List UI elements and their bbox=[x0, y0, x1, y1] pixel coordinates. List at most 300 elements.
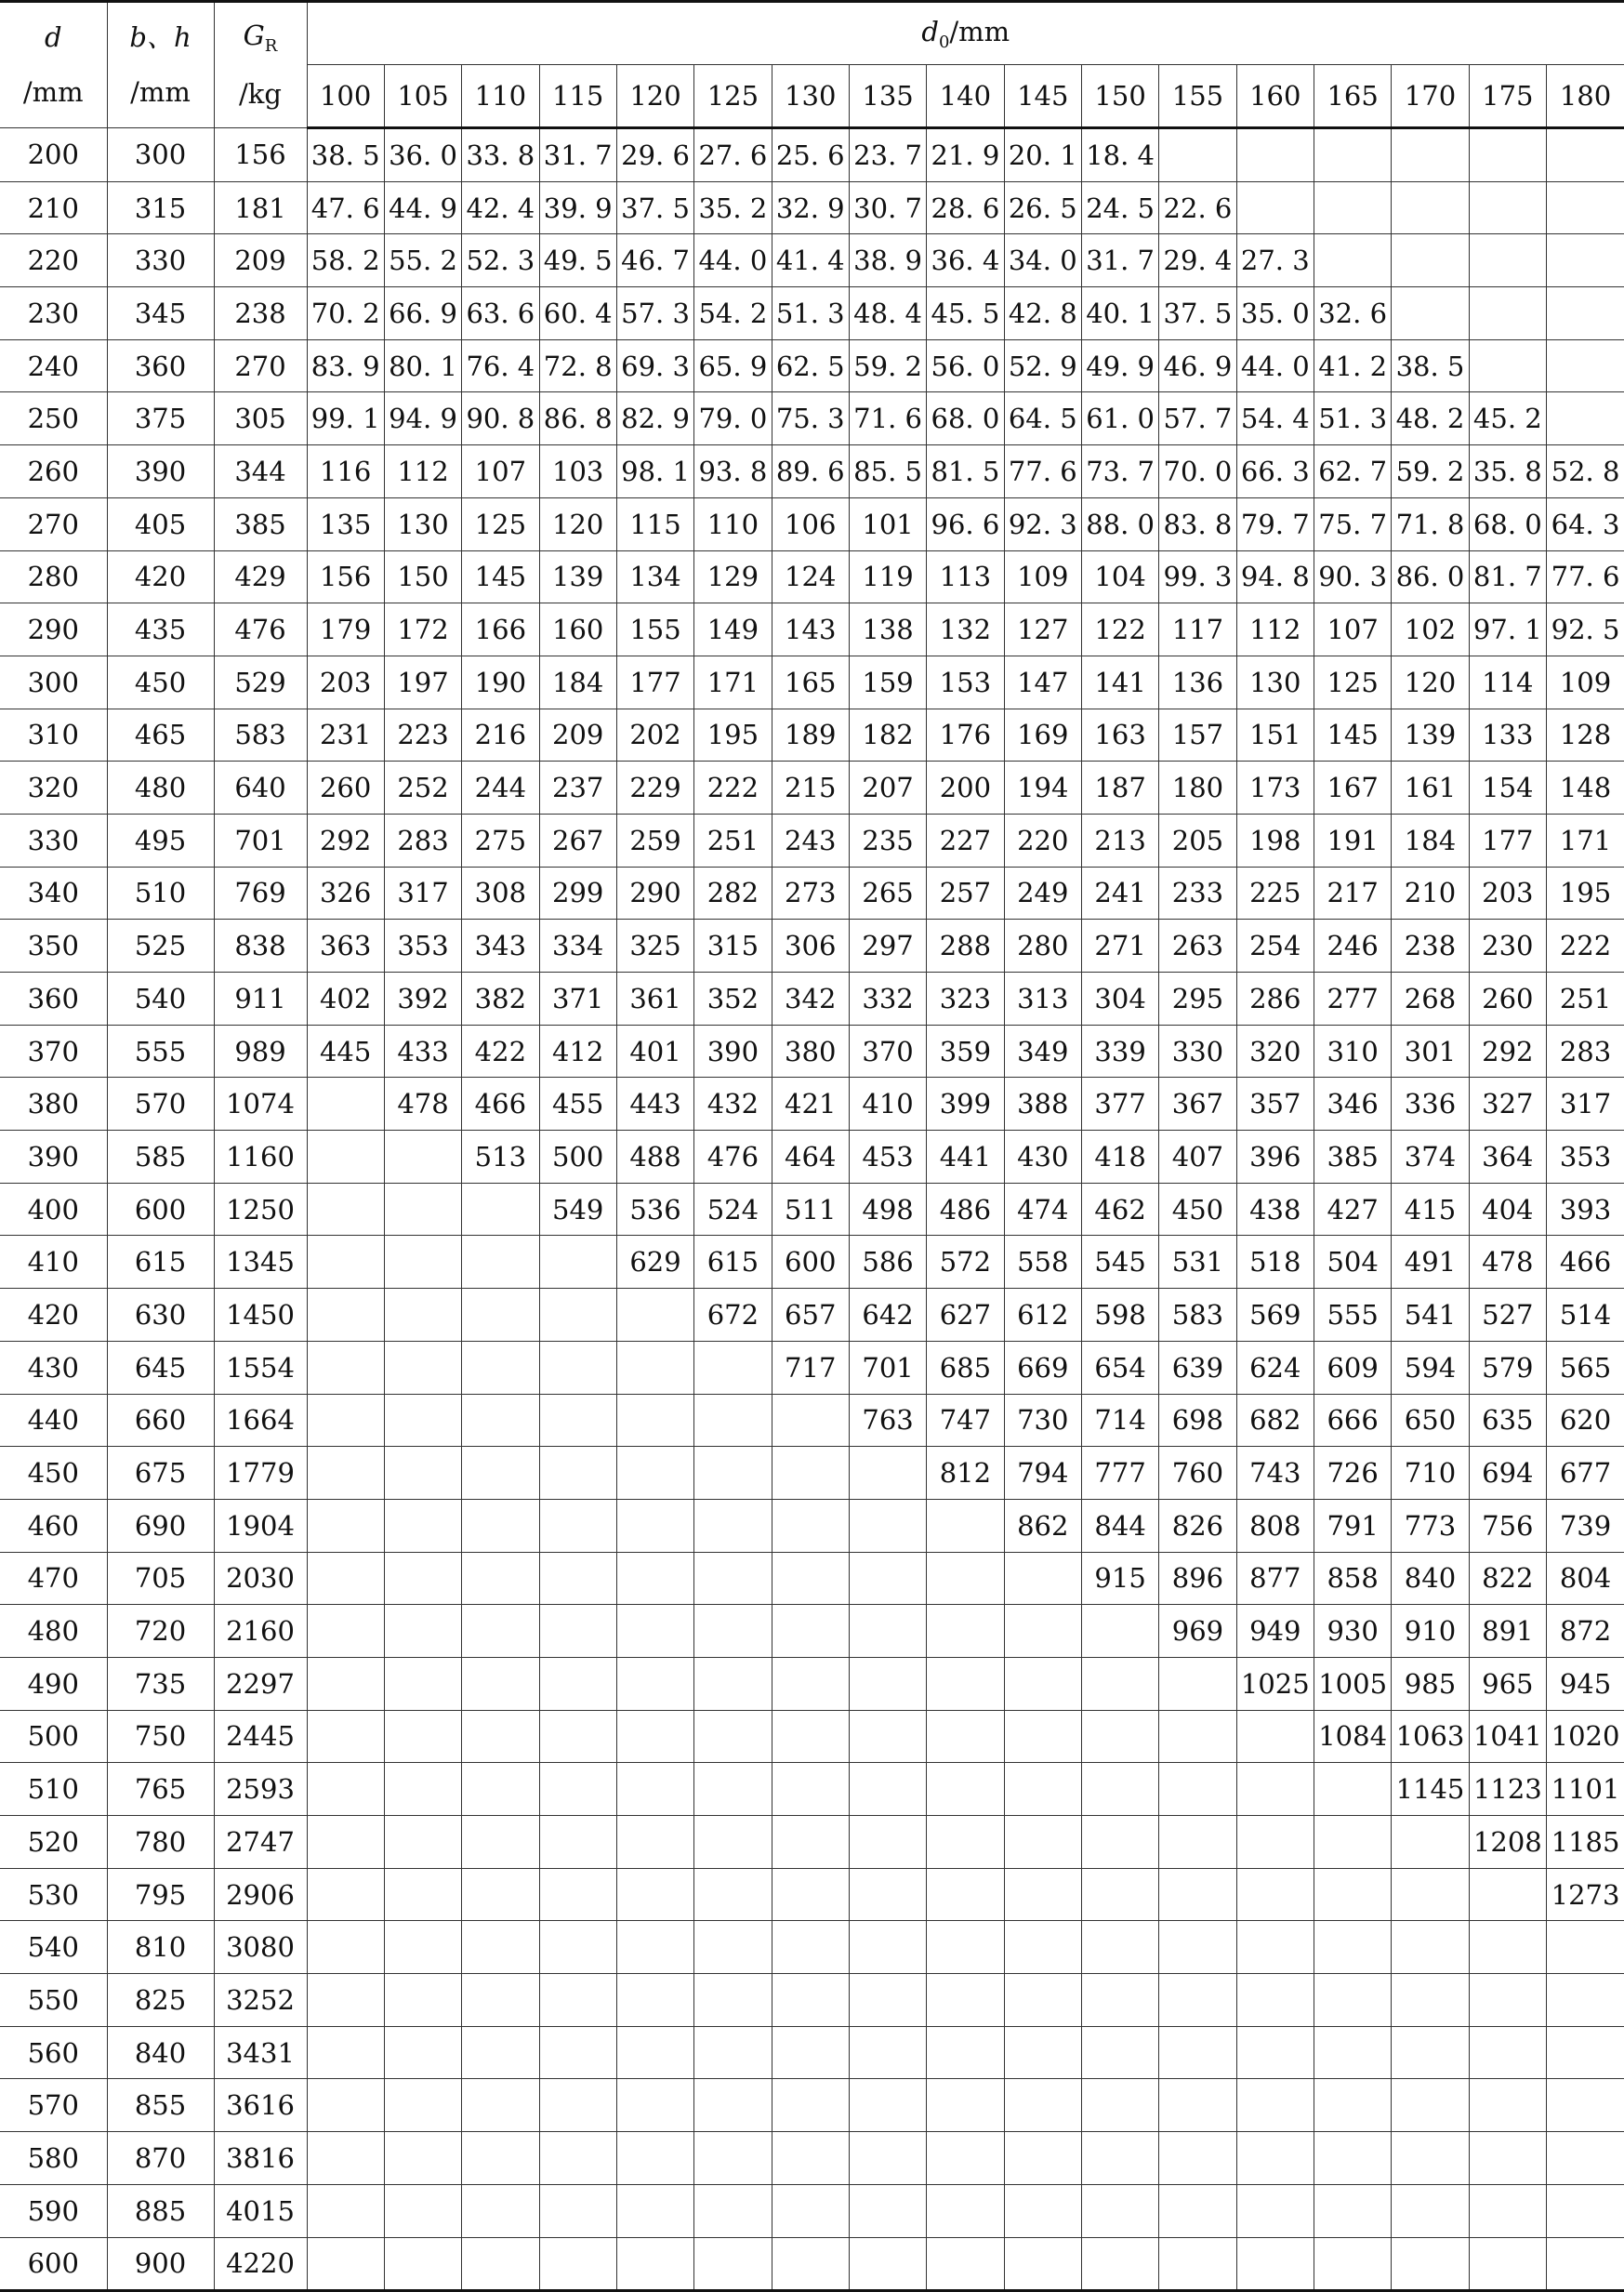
cell-gr: 4220 bbox=[214, 2237, 307, 2291]
cell-d: 310 bbox=[0, 709, 107, 762]
cell-value: 190 bbox=[462, 656, 539, 709]
cell-value: 339 bbox=[1081, 1025, 1158, 1078]
cell-value: 701 bbox=[849, 1341, 926, 1394]
cell-value bbox=[384, 2079, 461, 2132]
cell-d: 590 bbox=[0, 2184, 107, 2237]
cell-value bbox=[849, 1816, 926, 1869]
cell-value: 390 bbox=[694, 1025, 772, 1078]
cell-value: 453 bbox=[849, 1131, 926, 1184]
cell-value bbox=[927, 1657, 1004, 1710]
cell-value: 363 bbox=[307, 920, 384, 973]
cell-value: 79. 0 bbox=[694, 392, 772, 445]
cell-value: 80. 1 bbox=[384, 339, 461, 392]
cell-value: 466 bbox=[462, 1078, 539, 1131]
header-d0 bbox=[307, 2, 1624, 65]
cell-value: 59. 2 bbox=[1392, 445, 1469, 498]
table-row bbox=[0, 1341, 1624, 1394]
cell-gr: 2593 bbox=[214, 1763, 307, 1816]
table-row bbox=[0, 392, 1624, 445]
cell-value: 486 bbox=[927, 1183, 1004, 1236]
cell-value: 42. 8 bbox=[1004, 287, 1081, 340]
cell-value bbox=[772, 1868, 849, 1921]
cell-value: 710 bbox=[1392, 1447, 1469, 1500]
cell-value: 36. 4 bbox=[927, 234, 1004, 287]
cell-value bbox=[462, 1341, 539, 1394]
cell-gr: 305 bbox=[214, 392, 307, 445]
cell-value bbox=[384, 1657, 461, 1710]
cell-value: 90. 8 bbox=[462, 392, 539, 445]
cell-value: 61. 0 bbox=[1081, 392, 1158, 445]
cell-value bbox=[694, 1552, 772, 1605]
cell-value bbox=[1236, 181, 1314, 234]
cell-value bbox=[1159, 1921, 1236, 1974]
cell-gr: 701 bbox=[214, 814, 307, 867]
cell-value: 149 bbox=[694, 603, 772, 656]
cell-value bbox=[384, 1394, 461, 1447]
cell-value: 791 bbox=[1314, 1499, 1391, 1552]
cell-value: 332 bbox=[849, 973, 926, 1026]
cell-value: 55. 2 bbox=[384, 234, 461, 287]
cell-value: 150 bbox=[384, 550, 461, 603]
cell-value: 102 bbox=[1392, 603, 1469, 656]
cell-value bbox=[849, 1499, 926, 1552]
cell-d: 280 bbox=[0, 550, 107, 603]
cell-value bbox=[1314, 2026, 1391, 2079]
cell-value: 330 bbox=[1159, 1025, 1236, 1078]
cell-value bbox=[694, 1499, 772, 1552]
cell-value bbox=[1469, 1921, 1546, 1974]
cell-value: 41. 2 bbox=[1314, 339, 1391, 392]
cell-value bbox=[616, 1447, 693, 1500]
cell-bh: 540 bbox=[107, 973, 214, 1026]
cell-gr: 344 bbox=[214, 445, 307, 498]
cell-value: 666 bbox=[1314, 1394, 1391, 1447]
cell-gr: 1345 bbox=[214, 1236, 307, 1289]
cell-bh: 405 bbox=[107, 497, 214, 550]
cell-value: 31. 7 bbox=[539, 128, 616, 182]
table-row bbox=[0, 287, 1624, 340]
cell-value bbox=[927, 1868, 1004, 1921]
cell-value bbox=[539, 1657, 616, 1710]
cell-value: 112 bbox=[384, 445, 461, 498]
cell-value: 840 bbox=[1392, 1552, 1469, 1605]
cell-value bbox=[1547, 128, 1624, 182]
cell-value: 163 bbox=[1081, 709, 1158, 762]
table-row bbox=[0, 973, 1624, 1026]
cell-d: 450 bbox=[0, 1447, 107, 1500]
cell-value: 169 bbox=[1004, 709, 1081, 762]
cell-value bbox=[307, 1131, 384, 1184]
cell-value bbox=[539, 1341, 616, 1394]
cell-value: 349 bbox=[1004, 1025, 1081, 1078]
cell-value: 114 bbox=[1469, 656, 1546, 709]
cell-value bbox=[772, 1921, 849, 1974]
cell-value bbox=[694, 1868, 772, 1921]
cell-value bbox=[384, 2237, 461, 2291]
cell-bh: 375 bbox=[107, 392, 214, 445]
cell-value bbox=[849, 1974, 926, 2027]
cell-value: 205 bbox=[1159, 814, 1236, 867]
cell-value: 243 bbox=[772, 814, 849, 867]
cell-gr: 156 bbox=[214, 128, 307, 182]
cell-value bbox=[539, 1868, 616, 1921]
cell-value: 112 bbox=[1236, 603, 1314, 656]
cell-value: 41. 4 bbox=[772, 234, 849, 287]
cell-value: 254 bbox=[1236, 920, 1314, 973]
cell-value: 244 bbox=[462, 762, 539, 815]
cell-value: 57. 7 bbox=[1159, 392, 1236, 445]
cell-value bbox=[1547, 2026, 1624, 2079]
cell-value bbox=[1159, 2132, 1236, 2185]
cell-value bbox=[1004, 1552, 1081, 1605]
cell-d: 510 bbox=[0, 1763, 107, 1816]
table-row bbox=[0, 550, 1624, 603]
cell-d: 410 bbox=[0, 1236, 107, 1289]
cell-value: 500 bbox=[539, 1131, 616, 1184]
cell-value bbox=[694, 1816, 772, 1869]
cell-value: 235 bbox=[849, 814, 926, 867]
cell-bh: 345 bbox=[107, 287, 214, 340]
table-row bbox=[0, 2026, 1624, 2079]
cell-value: 1025 bbox=[1236, 1657, 1314, 1710]
cell-gr: 3080 bbox=[214, 1921, 307, 1974]
cell-value: 34. 0 bbox=[1004, 234, 1081, 287]
cell-value: 545 bbox=[1081, 1236, 1158, 1289]
table-row bbox=[0, 1921, 1624, 1974]
cell-value: 760 bbox=[1159, 1447, 1236, 1500]
cell-value bbox=[849, 1763, 926, 1816]
cell-value: 773 bbox=[1392, 1499, 1469, 1552]
cell-value: 252 bbox=[384, 762, 461, 815]
table-row bbox=[0, 445, 1624, 498]
cell-value: 125 bbox=[1314, 656, 1391, 709]
cell-d: 300 bbox=[0, 656, 107, 709]
cell-d: 200 bbox=[0, 128, 107, 182]
cell-value: 155 bbox=[616, 603, 693, 656]
cell-value bbox=[616, 2132, 693, 2185]
cell-value bbox=[1159, 128, 1236, 182]
cell-value: 107 bbox=[1314, 603, 1391, 656]
cell-value bbox=[616, 1868, 693, 1921]
cell-value bbox=[539, 2184, 616, 2237]
cell-value: 63. 6 bbox=[462, 287, 539, 340]
cell-value: 657 bbox=[772, 1289, 849, 1342]
cell-value bbox=[927, 2026, 1004, 2079]
cell-value: 81. 5 bbox=[927, 445, 1004, 498]
cell-value bbox=[1081, 1921, 1158, 1974]
cell-value bbox=[1236, 1710, 1314, 1763]
cell-value: 64. 3 bbox=[1547, 497, 1624, 550]
d0-column-header: 145 bbox=[1004, 65, 1081, 128]
cell-value: 1041 bbox=[1469, 1710, 1546, 1763]
cell-value: 872 bbox=[1547, 1605, 1624, 1658]
cell-value bbox=[1314, 2237, 1391, 2291]
cell-value: 125 bbox=[462, 497, 539, 550]
cell-value bbox=[1004, 1974, 1081, 2027]
cell-value: 541 bbox=[1392, 1289, 1469, 1342]
cell-value: 357 bbox=[1236, 1078, 1314, 1131]
cell-value: 167 bbox=[1314, 762, 1391, 815]
cell-value: 57. 3 bbox=[616, 287, 693, 340]
cell-bh: 780 bbox=[107, 1816, 214, 1869]
cell-d: 440 bbox=[0, 1394, 107, 1447]
cell-value: 73. 7 bbox=[1081, 445, 1158, 498]
cell-value: 949 bbox=[1236, 1605, 1314, 1658]
cell-value bbox=[1159, 1763, 1236, 1816]
cell-value: 334 bbox=[539, 920, 616, 973]
cell-value bbox=[1392, 2237, 1469, 2291]
cell-value bbox=[1392, 287, 1469, 340]
cell-value: 86. 0 bbox=[1392, 550, 1469, 603]
cell-value bbox=[616, 1499, 693, 1552]
cell-value bbox=[1159, 2237, 1236, 2291]
cell-value bbox=[1469, 181, 1546, 234]
cell-value bbox=[1314, 181, 1391, 234]
table-row bbox=[0, 1025, 1624, 1078]
cell-value: 229 bbox=[616, 762, 693, 815]
cell-value: 238 bbox=[1392, 920, 1469, 973]
cell-value bbox=[849, 1552, 926, 1605]
cell-value: 304 bbox=[1081, 973, 1158, 1026]
cell-value bbox=[1236, 2237, 1314, 2291]
cell-bh: 615 bbox=[107, 1236, 214, 1289]
cell-value bbox=[1547, 287, 1624, 340]
cell-value bbox=[1547, 181, 1624, 234]
table-row bbox=[0, 1763, 1624, 1816]
cell-bh: 660 bbox=[107, 1394, 214, 1447]
cell-value bbox=[772, 2184, 849, 2237]
cell-value: 38. 9 bbox=[849, 234, 926, 287]
cell-value bbox=[1004, 2132, 1081, 2185]
d0-column-header: 160 bbox=[1236, 65, 1314, 128]
cell-value: 777 bbox=[1081, 1447, 1158, 1500]
cell-value: 210 bbox=[1392, 867, 1469, 920]
cell-value: 70. 2 bbox=[307, 287, 384, 340]
cell-value: 44. 9 bbox=[384, 181, 461, 234]
cell-value: 44. 0 bbox=[1236, 339, 1314, 392]
cell-value bbox=[307, 1447, 384, 1500]
cell-value bbox=[462, 2132, 539, 2185]
cell-value: 216 bbox=[462, 709, 539, 762]
cell-value bbox=[1004, 1657, 1081, 1710]
cell-value: 756 bbox=[1469, 1499, 1546, 1552]
cell-value: 325 bbox=[616, 920, 693, 973]
table-row bbox=[0, 1447, 1624, 1500]
table-row bbox=[0, 814, 1624, 867]
cell-value: 24. 5 bbox=[1081, 181, 1158, 234]
cell-value bbox=[1469, 2026, 1546, 2079]
cell-value: 377 bbox=[1081, 1078, 1158, 1131]
cell-value bbox=[1081, 2132, 1158, 2185]
cell-d: 230 bbox=[0, 287, 107, 340]
cell-value: 464 bbox=[772, 1131, 849, 1184]
cell-value: 75. 7 bbox=[1314, 497, 1391, 550]
cell-value bbox=[1081, 2026, 1158, 2079]
cell-value: 726 bbox=[1314, 1447, 1391, 1500]
cell-value: 399 bbox=[927, 1078, 1004, 1131]
cell-value bbox=[1392, 181, 1469, 234]
header-bh bbox=[107, 2, 214, 128]
cell-value: 213 bbox=[1081, 814, 1158, 867]
cell-gr: 1779 bbox=[214, 1447, 307, 1500]
cell-value: 594 bbox=[1392, 1341, 1469, 1394]
cell-value: 569 bbox=[1236, 1289, 1314, 1342]
cell-value bbox=[772, 1763, 849, 1816]
cell-d: 400 bbox=[0, 1183, 107, 1236]
cell-value bbox=[1469, 1974, 1546, 2027]
cell-value bbox=[462, 1447, 539, 1500]
d0-column-header: 105 bbox=[384, 65, 461, 128]
cell-value: 40. 1 bbox=[1081, 287, 1158, 340]
cell-value: 402 bbox=[307, 973, 384, 1026]
cell-value: 1005 bbox=[1314, 1657, 1391, 1710]
table-row bbox=[0, 1131, 1624, 1184]
cell-value: 65. 9 bbox=[694, 339, 772, 392]
cell-value: 171 bbox=[694, 656, 772, 709]
cell-value bbox=[1004, 1710, 1081, 1763]
cell-d: 250 bbox=[0, 392, 107, 445]
cell-value: 79. 7 bbox=[1236, 497, 1314, 550]
cell-value: 317 bbox=[1547, 1078, 1624, 1131]
cell-bh: 570 bbox=[107, 1078, 214, 1131]
cell-value bbox=[849, 1447, 926, 1500]
table-row bbox=[0, 1974, 1624, 2027]
cell-value: 491 bbox=[1392, 1236, 1469, 1289]
cell-value: 615 bbox=[694, 1236, 772, 1289]
cell-value bbox=[927, 1974, 1004, 2027]
cell-value bbox=[772, 2132, 849, 2185]
cell-value: 474 bbox=[1004, 1183, 1081, 1236]
table-row bbox=[0, 1236, 1624, 1289]
cell-value: 23. 7 bbox=[849, 128, 926, 182]
cell-value: 69. 3 bbox=[616, 339, 693, 392]
cell-value: 1101 bbox=[1547, 1763, 1624, 1816]
cell-value: 858 bbox=[1314, 1552, 1391, 1605]
cell-value bbox=[1081, 2237, 1158, 2291]
cell-value: 685 bbox=[927, 1341, 1004, 1394]
cell-gr: 3616 bbox=[214, 2079, 307, 2132]
cell-d: 340 bbox=[0, 867, 107, 920]
cell-value: 415 bbox=[1392, 1183, 1469, 1236]
cell-bh: 720 bbox=[107, 1605, 214, 1658]
cell-value: 336 bbox=[1392, 1078, 1469, 1131]
cell-value: 138 bbox=[849, 603, 926, 656]
cell-value: 430 bbox=[1004, 1131, 1081, 1184]
cell-gr: 838 bbox=[214, 920, 307, 973]
cell-value bbox=[1314, 1816, 1391, 1869]
cell-value: 89. 6 bbox=[772, 445, 849, 498]
cell-value: 68. 0 bbox=[927, 392, 1004, 445]
cell-value: 295 bbox=[1159, 973, 1236, 1026]
cell-value bbox=[539, 1289, 616, 1342]
cell-value bbox=[694, 1921, 772, 1974]
cell-value bbox=[307, 1552, 384, 1605]
cell-value: 353 bbox=[1547, 1131, 1624, 1184]
cell-value: 583 bbox=[1159, 1289, 1236, 1342]
cell-bh: 480 bbox=[107, 762, 214, 815]
cell-d: 470 bbox=[0, 1552, 107, 1605]
table-body bbox=[0, 128, 1624, 2291]
cell-value bbox=[1314, 234, 1391, 287]
cell-value: 148 bbox=[1547, 762, 1624, 815]
cell-value bbox=[462, 1605, 539, 1658]
cell-value: 327 bbox=[1469, 1078, 1546, 1131]
cell-value bbox=[772, 1605, 849, 1658]
cell-value bbox=[1004, 2184, 1081, 2237]
cell-value: 92. 3 bbox=[1004, 497, 1081, 550]
cell-value: 410 bbox=[849, 1078, 926, 1131]
cell-value: 714 bbox=[1081, 1394, 1158, 1447]
cell-d: 480 bbox=[0, 1605, 107, 1658]
cell-d: 350 bbox=[0, 920, 107, 973]
cell-value bbox=[1314, 2184, 1391, 2237]
header-gr-unit: /kg bbox=[215, 76, 307, 113]
cell-value bbox=[927, 2184, 1004, 2237]
cell-value: 265 bbox=[849, 867, 926, 920]
cell-value bbox=[1081, 1657, 1158, 1710]
cell-value: 1123 bbox=[1469, 1763, 1546, 1816]
cell-value bbox=[1392, 1868, 1469, 1921]
cell-bh: 300 bbox=[107, 128, 214, 182]
cell-value: 531 bbox=[1159, 1236, 1236, 1289]
cell-bh: 420 bbox=[107, 550, 214, 603]
cell-value bbox=[1236, 1921, 1314, 1974]
cell-value: 72. 8 bbox=[539, 339, 616, 392]
cell-d: 430 bbox=[0, 1341, 107, 1394]
cell-value bbox=[1159, 1974, 1236, 2027]
cell-value: 139 bbox=[539, 550, 616, 603]
cell-value bbox=[539, 1447, 616, 1500]
cell-value bbox=[539, 1605, 616, 1658]
cell-value: 488 bbox=[616, 1131, 693, 1184]
cell-bh: 465 bbox=[107, 709, 214, 762]
cell-value: 730 bbox=[1004, 1394, 1081, 1447]
cell-value: 445 bbox=[307, 1025, 384, 1078]
cell-value: 620 bbox=[1547, 1394, 1624, 1447]
cell-value: 407 bbox=[1159, 1131, 1236, 1184]
cell-value bbox=[694, 1394, 772, 1447]
cell-value: 292 bbox=[307, 814, 384, 867]
cell-value: 698 bbox=[1159, 1394, 1236, 1447]
cell-value: 418 bbox=[1081, 1131, 1158, 1184]
cell-value: 639 bbox=[1159, 1341, 1236, 1394]
cell-value bbox=[616, 2079, 693, 2132]
cell-value: 27. 6 bbox=[694, 128, 772, 182]
cell-d: 580 bbox=[0, 2132, 107, 2185]
cell-gr: 640 bbox=[214, 762, 307, 815]
cell-value: 455 bbox=[539, 1078, 616, 1131]
cell-bh: 750 bbox=[107, 1710, 214, 1763]
d0-column-header: 100 bbox=[307, 65, 384, 128]
cell-value: 119 bbox=[849, 550, 926, 603]
cell-value: 124 bbox=[772, 550, 849, 603]
cell-value bbox=[462, 2026, 539, 2079]
cell-value: 58. 2 bbox=[307, 234, 384, 287]
cell-value: 401 bbox=[616, 1025, 693, 1078]
cell-value: 268 bbox=[1392, 973, 1469, 1026]
cell-value bbox=[1236, 2079, 1314, 2132]
cell-value: 364 bbox=[1469, 1131, 1546, 1184]
cell-value bbox=[927, 2132, 1004, 2185]
cell-value: 669 bbox=[1004, 1341, 1081, 1394]
cell-d: 370 bbox=[0, 1025, 107, 1078]
cell-value: 237 bbox=[539, 762, 616, 815]
cell-value: 396 bbox=[1236, 1131, 1314, 1184]
cell-value bbox=[694, 2132, 772, 2185]
cell-value bbox=[849, 1868, 926, 1921]
cell-value: 45. 5 bbox=[927, 287, 1004, 340]
cell-value: 642 bbox=[849, 1289, 926, 1342]
